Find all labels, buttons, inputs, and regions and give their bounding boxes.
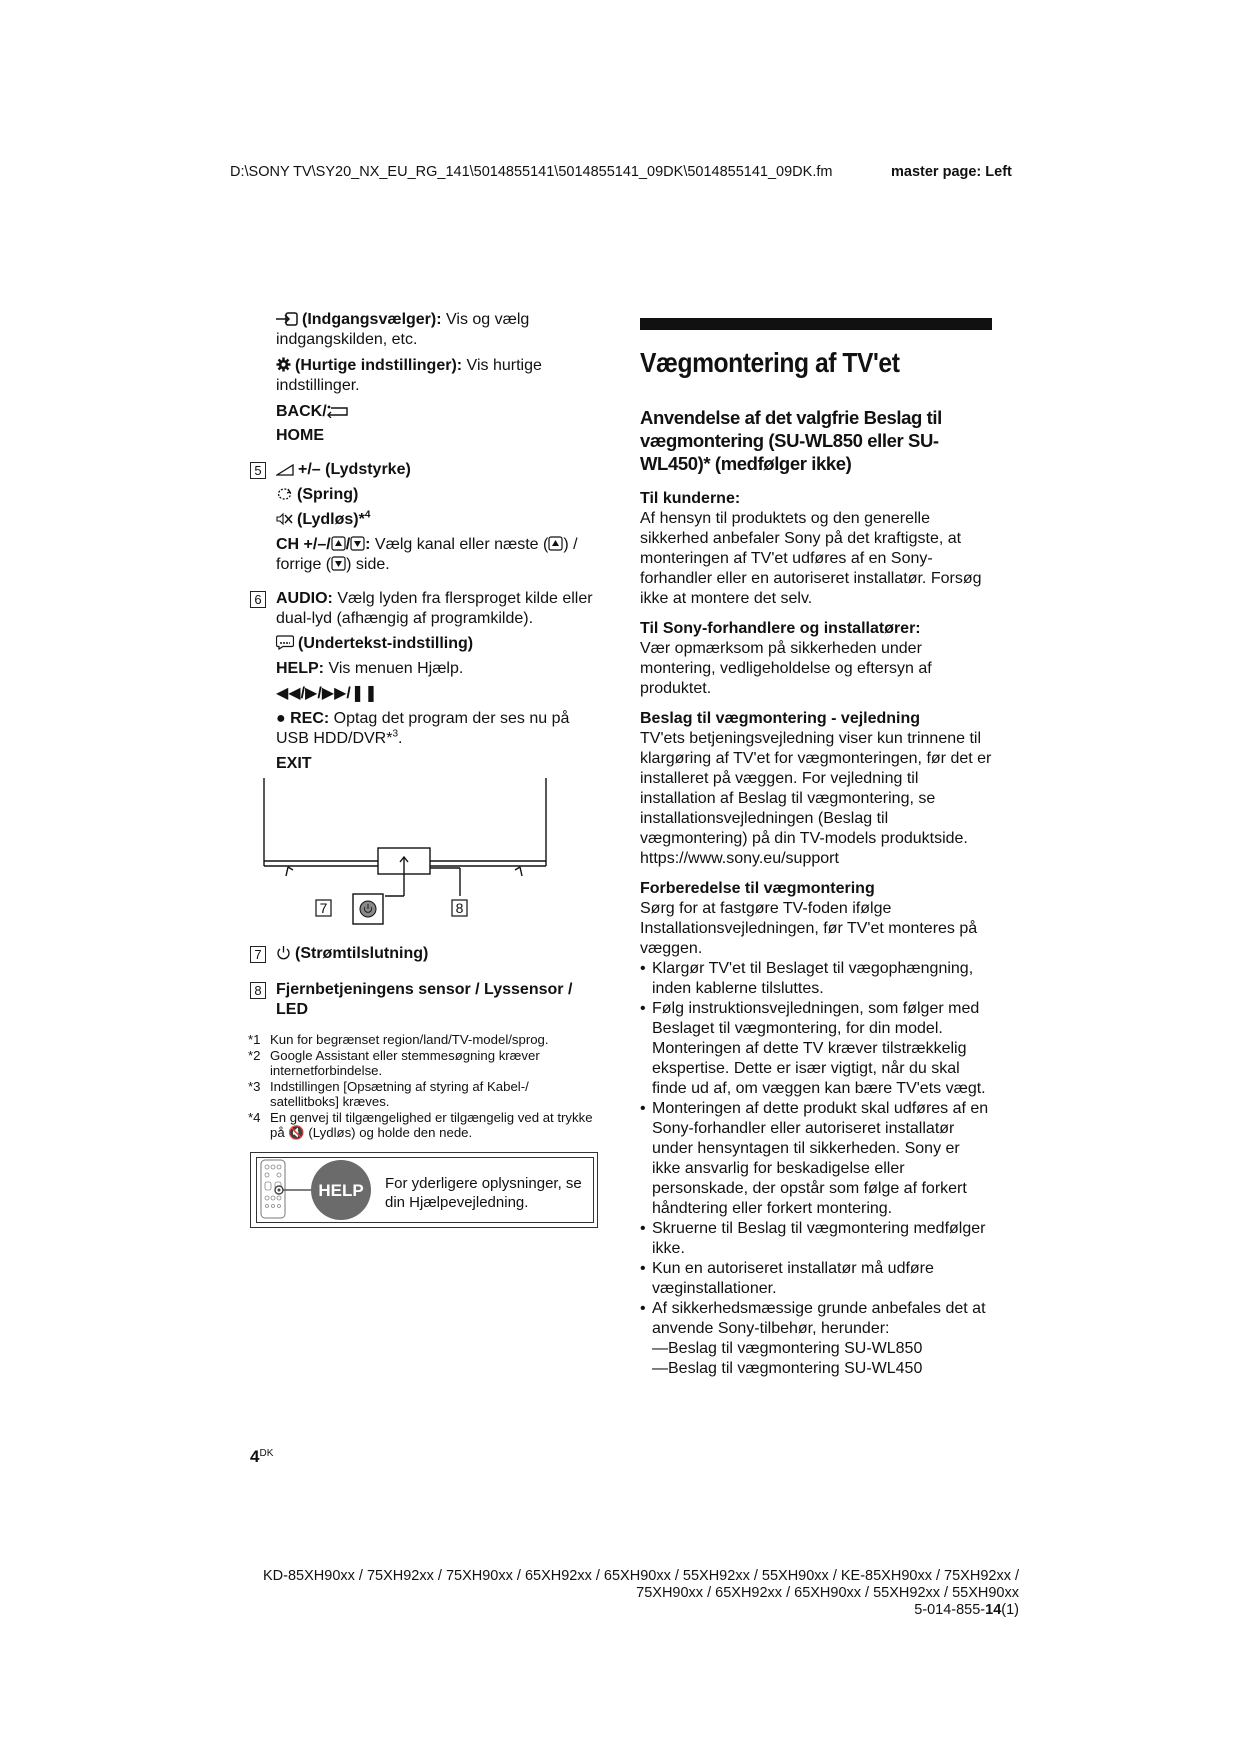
callout-number-5: 5 <box>250 462 266 479</box>
jump-icon <box>276 487 293 501</box>
list-item: • Kun en autoriseret installatør må udføre væginstallationer. <box>640 1259 992 1299</box>
volume-label: +/– (Lydstyrke) <box>298 461 411 478</box>
power-label: (Strømtilslutning) <box>295 945 429 962</box>
footnote-mark: *2 <box>248 1047 261 1063</box>
bracket-option: —Beslag til vægmontering SU-WL850 <box>652 1340 923 1357</box>
callout-number-6: 6 <box>250 591 266 608</box>
item-5: 5 +/– (Lydstyrke) (Spring) (Lydløs)*$^4$ CH +/–/ / : Vælg kanal eller næste ( ) / forrige ( ) side. <box>250 460 600 575</box>
footnote-4 <box>248 1110 600 1141</box>
callout-number-8: 8 <box>250 982 266 999</box>
input-selector-item <box>250 310 600 446</box>
dealers-body: Vær opmærksom på sikkerheden under montering, vedligeholdelse og eftersyn af produktet. <box>640 640 932 697</box>
footnote-mark: *1 <box>248 1032 261 1047</box>
mute-label: (Lydløs)* <box>297 511 365 528</box>
item-7 <box>250 944 600 964</box>
header-master-page: master page: Left <box>891 164 1012 180</box>
page-number-suffix: DK <box>259 1448 274 1459</box>
power-icon <box>276 945 291 960</box>
guide-heading: Beslag til vægmontering - vejledning <box>640 710 921 727</box>
help-reference-text: For yderligere oplysninger, se din Hjælpevejledning. <box>385 1175 582 1211</box>
item-6 <box>250 589 600 774</box>
guide-body: TV'ets betjeningsvejledning viser kun trinnene til klargøring af TV'et for vægmonteringen, før det er installeret på væggen. For vejledning til installation af Beslag til vægmontering, se installationsvejledningen (Beslag til vægmontering) på din TV-models produktside. https://www.sony.eu/support <box>640 730 992 867</box>
input-icon <box>276 312 298 326</box>
quick-settings-desc: Vis hurtige indstillinger. <box>276 357 542 394</box>
right-column <box>640 318 992 1379</box>
stand-foot-right <box>515 867 522 876</box>
tv-bottom-diagram <box>262 778 562 930</box>
page-down-icon <box>331 556 346 571</box>
list-item: • Monteringen af dette produkt skal udføres af en Sony-forhandler eller autoriseret installatør under hensyntagen til sikkerheden. Sony er ikke ansvarlig for beskadigelse eller personskade, der opstår som følge af forkert håndtering eller forkert montering. <box>640 1099 992 1219</box>
audio-desc: Vælg lyden fra flersproget kilde eller dual-lyd (afhængig af programkilde). <box>276 590 593 627</box>
mute-icon <box>276 512 293 526</box>
page-up-icon <box>331 536 346 551</box>
customers-body: Af hensyn til produktets og den generelle sikkerhed anbefaler Sony på det kraftigste, at monteringen af TV'et udføres af en Sony-forhandler eller en autoriseret installatør. Forsøg ikke at montere det selv. <box>640 510 982 607</box>
help-reference-inner <box>256 1157 594 1223</box>
preparation-list <box>640 959 992 1339</box>
list-item: • Af sikkerhedsmæssige grunde anbefales det at anvende Sony-tilbehør, herunder: <box>640 1299 992 1339</box>
document-code-prefix: 5-014-855- <box>914 1602 986 1618</box>
rec-desc: Optag det program der ses nu på USB HDD/DVR* <box>276 710 570 747</box>
channel-label: CH +/–/ <box>276 536 331 553</box>
page-up-icon <box>548 536 563 551</box>
list-item: • Skruerne til Beslag til vægmontering medfølger ikke. <box>640 1219 992 1259</box>
rec-end: . <box>398 730 403 747</box>
mute-footnote-ref: 4 <box>364 509 371 521</box>
left-column-lower <box>250 944 600 1141</box>
model-footer <box>119 1568 1019 1619</box>
preparation-heading: Forberedelse til vægmontering <box>640 880 875 897</box>
footnote-text: Indstillingen [Opsætning af styring af Kabel-/ satellitboks] kræves. <box>270 1078 529 1109</box>
channel-desc-c: ) side. <box>346 556 390 573</box>
customers-heading: Til kunderne: <box>640 490 741 507</box>
jump-label: (Spring) <box>297 486 359 503</box>
stand-foot-left <box>286 867 293 876</box>
input-selector-label: (Indgangsvælger): <box>302 311 442 328</box>
section-rule <box>640 318 992 330</box>
channel-desc-a: Vælg kanal eller næste ( <box>370 536 549 553</box>
footnote-mark: *3 <box>248 1078 261 1094</box>
dealers-heading: Til Sony-forhandlere og installatører: <box>640 620 921 637</box>
help-label: HELP: <box>276 660 324 677</box>
header-file-path: D:\SONY TV\SY20_NX_EU_RG_141\5014855141\5014855141_09DK\5014855141_09DK.fm <box>230 164 833 180</box>
item-8 <box>250 980 600 1020</box>
page-down-icon <box>350 536 365 551</box>
diagram-callout-7: 7 <box>319 900 328 916</box>
help-reference-box <box>250 1152 598 1228</box>
footnote-mark: *4 <box>248 1109 261 1125</box>
transport-controls: ◀◀/▶/▶▶/❚❚ <box>276 685 378 702</box>
left-column <box>250 310 600 778</box>
rec-footnote-ref: 3 <box>392 728 399 740</box>
footnote-3 <box>248 1079 600 1110</box>
model-list-line-1: KD-85XH90xx / 75XH92xx / 75XH90xx / 65XH92xx / 65XH90xx / 55XH92xx / 55XH90xx / KE-85XH90xx / 75XH92xx / <box>263 1568 1019 1584</box>
help-desc: Vis menuen Hjælp. <box>324 660 464 677</box>
subtitle-icon <box>276 635 294 650</box>
volume-icon <box>276 464 294 476</box>
exit-label: EXIT <box>276 755 312 772</box>
footnote-1 <box>248 1032 600 1048</box>
rec-label: ● REC: <box>276 710 330 727</box>
remote-help-illustration <box>257 1158 377 1222</box>
bracket-option: —Beslag til vægmontering SU-WL450 <box>652 1360 923 1377</box>
sensor-label: Fjernbetjeningens sensor / Lyssensor / LED <box>276 981 573 1018</box>
channel-colon: : <box>365 536 371 553</box>
page-number-value: 4 <box>250 1447 260 1466</box>
footnote-2 <box>248 1048 600 1079</box>
section-subtitle: Anvendelse af det valgfrie Beslag til vægmontering (SU-WL850 eller SU-WL450)* (medfølger ikke) <box>640 407 942 474</box>
callout-number-7: 7 <box>250 946 266 963</box>
audio-label: AUDIO: <box>276 590 333 607</box>
document-code-suffix: (1) <box>1001 1602 1019 1618</box>
footnote-text: Kun for begrænset region/land/TV-model/sprog. <box>270 1032 549 1047</box>
diagram-callout-8: 8 <box>455 900 464 916</box>
back-label: BACK/ <box>276 403 327 420</box>
list-item: • Klargør TV'et til Beslaget til vægophængning, inden kablerne tilsluttes. <box>640 959 992 999</box>
channel-desc-b: ) / forrige ( <box>276 536 578 573</box>
gear-icon <box>276 357 291 372</box>
document-code <box>119 1602 1019 1619</box>
list-item: • Følg instruktionsvejledningen, som følger med Beslaget til vægmontering, for din model. Monteringen af dette TV kræver tilstrækkelig ekspertise. Dette er især vigtigt, når du skal finde ud af, om væggen kan bære TV'ets vægt. <box>640 999 992 1099</box>
model-list-line-2: 75XH90xx / 65XH92xx / 65XH90xx / 55XH92xx / 55XH90xx <box>636 1585 1019 1601</box>
back-arrow-icon <box>327 404 349 418</box>
quick-settings-label: (Hurtige indstillinger): <box>295 357 463 374</box>
document-code-bold: 14 <box>985 1602 1002 1618</box>
footnote-text: En genvej til tilgængelighed er tilgængelig ved at trykke på 🔇 (Lydløs) og holde den nede. <box>270 1109 593 1140</box>
home-label: HOME <box>276 427 324 444</box>
section-title: Vægmontering af TV'et <box>640 347 900 378</box>
subtitle-label: (Undertekst-indstilling) <box>298 635 474 652</box>
preparation-body: Sørg for at fastgøre TV-foden ifølge Installationsvejledningen, før TV'et monteres på væggen. <box>640 900 978 957</box>
input-selector-desc: Vis og vælg indgangskilden, etc. <box>276 311 530 348</box>
footnotes <box>248 1032 600 1141</box>
footnote-text: Google Assistant eller stemmesøgning kræver internetforbindelse. <box>270 1047 540 1078</box>
help-badge-label: HELP <box>318 1181 364 1200</box>
page-number <box>250 1447 273 1467</box>
